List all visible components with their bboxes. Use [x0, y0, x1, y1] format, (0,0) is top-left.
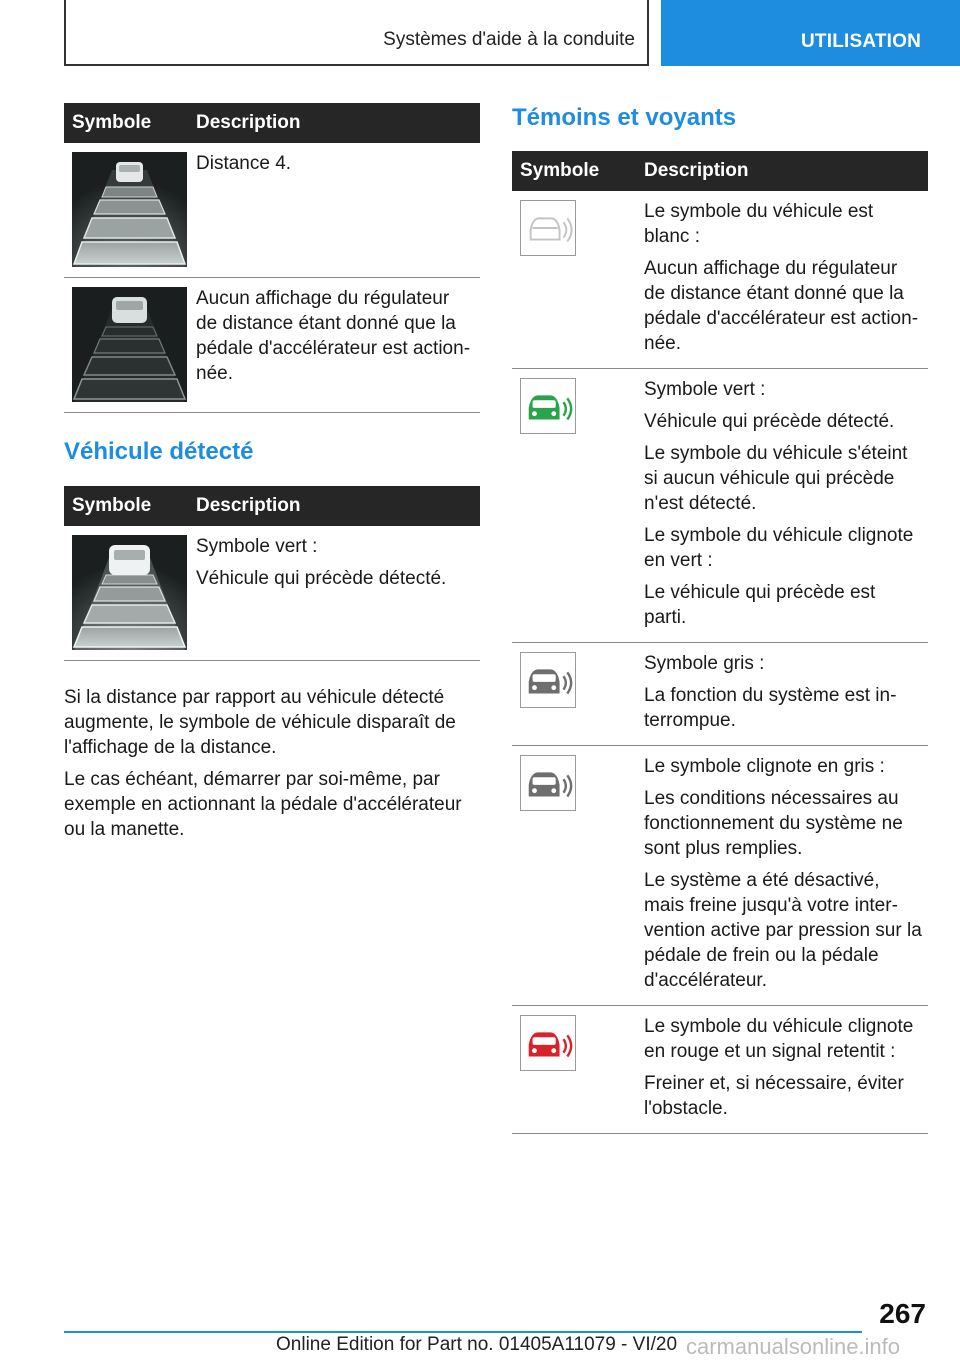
- header-section-tab: [64, 0, 649, 66]
- row-description: Symbole vert :: [644, 379, 766, 400]
- vehicle-sensor-gray-icon: [520, 652, 576, 708]
- header-section-title: Systèmes d'aide à la conduite: [383, 29, 635, 50]
- row-description: Le symbole du véhicule est blanc :: [644, 201, 874, 247]
- column-header-symbol: Symbole: [512, 151, 636, 191]
- row-description: Freiner et, si nécessaire, éviter l'obstacle.: [644, 1073, 904, 1119]
- row-description: Véhicule qui précède détecté.: [196, 568, 447, 589]
- column-header-description: Description: [188, 103, 480, 143]
- table-row: [512, 369, 928, 643]
- page-number: 267: [879, 1298, 926, 1329]
- watermark: carmanualsonline.info: [686, 1334, 901, 1359]
- row-description: La fonction du système est in-terrompue.: [644, 685, 897, 731]
- table-row: [64, 143, 480, 278]
- warning-lights-heading: Témoins et voyants: [512, 104, 737, 131]
- vehicle-sensor-green-icon: [520, 378, 576, 434]
- table-row: [512, 643, 928, 746]
- distance-4-display-icon: [72, 152, 187, 267]
- table-row: [512, 1006, 928, 1134]
- vehicle-detected-table: [64, 486, 480, 661]
- header-chapter-title: UTILISATION: [801, 31, 922, 52]
- vehicle-sensor-gray-blink-icon: [520, 755, 576, 811]
- left-column: [64, 103, 480, 842]
- footer-divider: [64, 1331, 862, 1333]
- footer-edition: Online Edition for Part no. 01405A11079 - VI/20: [276, 1334, 678, 1355]
- column-header-symbol: Symbole: [64, 103, 188, 143]
- body-paragraph: Si la distance par rapport au véhicule détecté augmente, le symbole de véhicule disparaît de l'affichage de la distance.: [64, 687, 456, 758]
- table-row: [64, 526, 480, 661]
- warning-lights-table: [512, 151, 928, 1134]
- vehicle-sensor-white-icon: [520, 200, 576, 256]
- row-description: Symbole gris :: [644, 653, 765, 674]
- distance-symbols-table: [64, 103, 480, 413]
- table-row: [512, 746, 928, 1006]
- column-header-description: Description: [188, 486, 480, 526]
- row-description: Le symbole du véhicule s'éteint si aucun véhicule qui précède n'est détecté.: [644, 443, 908, 514]
- row-description: Aucun affichage du régulateur de distance étant donné que la pédale d'accélérateur est action-née.: [196, 288, 471, 384]
- table-row: [512, 191, 928, 369]
- distance-display-off-icon: [72, 287, 187, 402]
- row-description: Le symbole clignote en gris :: [644, 756, 885, 777]
- row-description: Les conditions nécessaires au fonctionnement du système ne sont plus remplies.: [644, 788, 903, 859]
- table-row: [64, 278, 480, 413]
- row-description: Le véhicule qui précède est parti.: [644, 582, 876, 628]
- row-description: Symbole vert :: [196, 536, 318, 557]
- header-chapter-tab: [661, 0, 960, 66]
- row-description: Véhicule qui précède détecté.: [644, 411, 895, 432]
- row-description: Le système a été désactivé, mais freine jusqu'à votre inter-vention active par pression sur la pédale de frein ou la pédale d'accélérateur.: [644, 870, 922, 991]
- row-description: Aucun affichage du régulateur de distance étant donné que la pédale d'accélérateur est action-née.: [644, 258, 919, 354]
- column-header-symbol: Symbole: [64, 486, 188, 526]
- right-column: [512, 103, 928, 1134]
- body-paragraph: Le cas échéant, démarrer par soi-même, par exemple en actionnant la pédale d'accélérateur ou la manette.: [64, 769, 462, 840]
- row-description: Le symbole du véhicule clignote en vert :: [644, 525, 914, 571]
- column-header-description: Description: [636, 151, 928, 191]
- vehicle-detected-heading: Véhicule détecté: [64, 438, 254, 465]
- vehicle-detected-display-icon: [72, 535, 187, 650]
- row-description: Distance 4.: [196, 153, 292, 174]
- row-description: Le symbole du véhicule clignote en rouge et un signal retentit :: [644, 1016, 914, 1062]
- vehicle-sensor-red-icon: [520, 1015, 576, 1071]
